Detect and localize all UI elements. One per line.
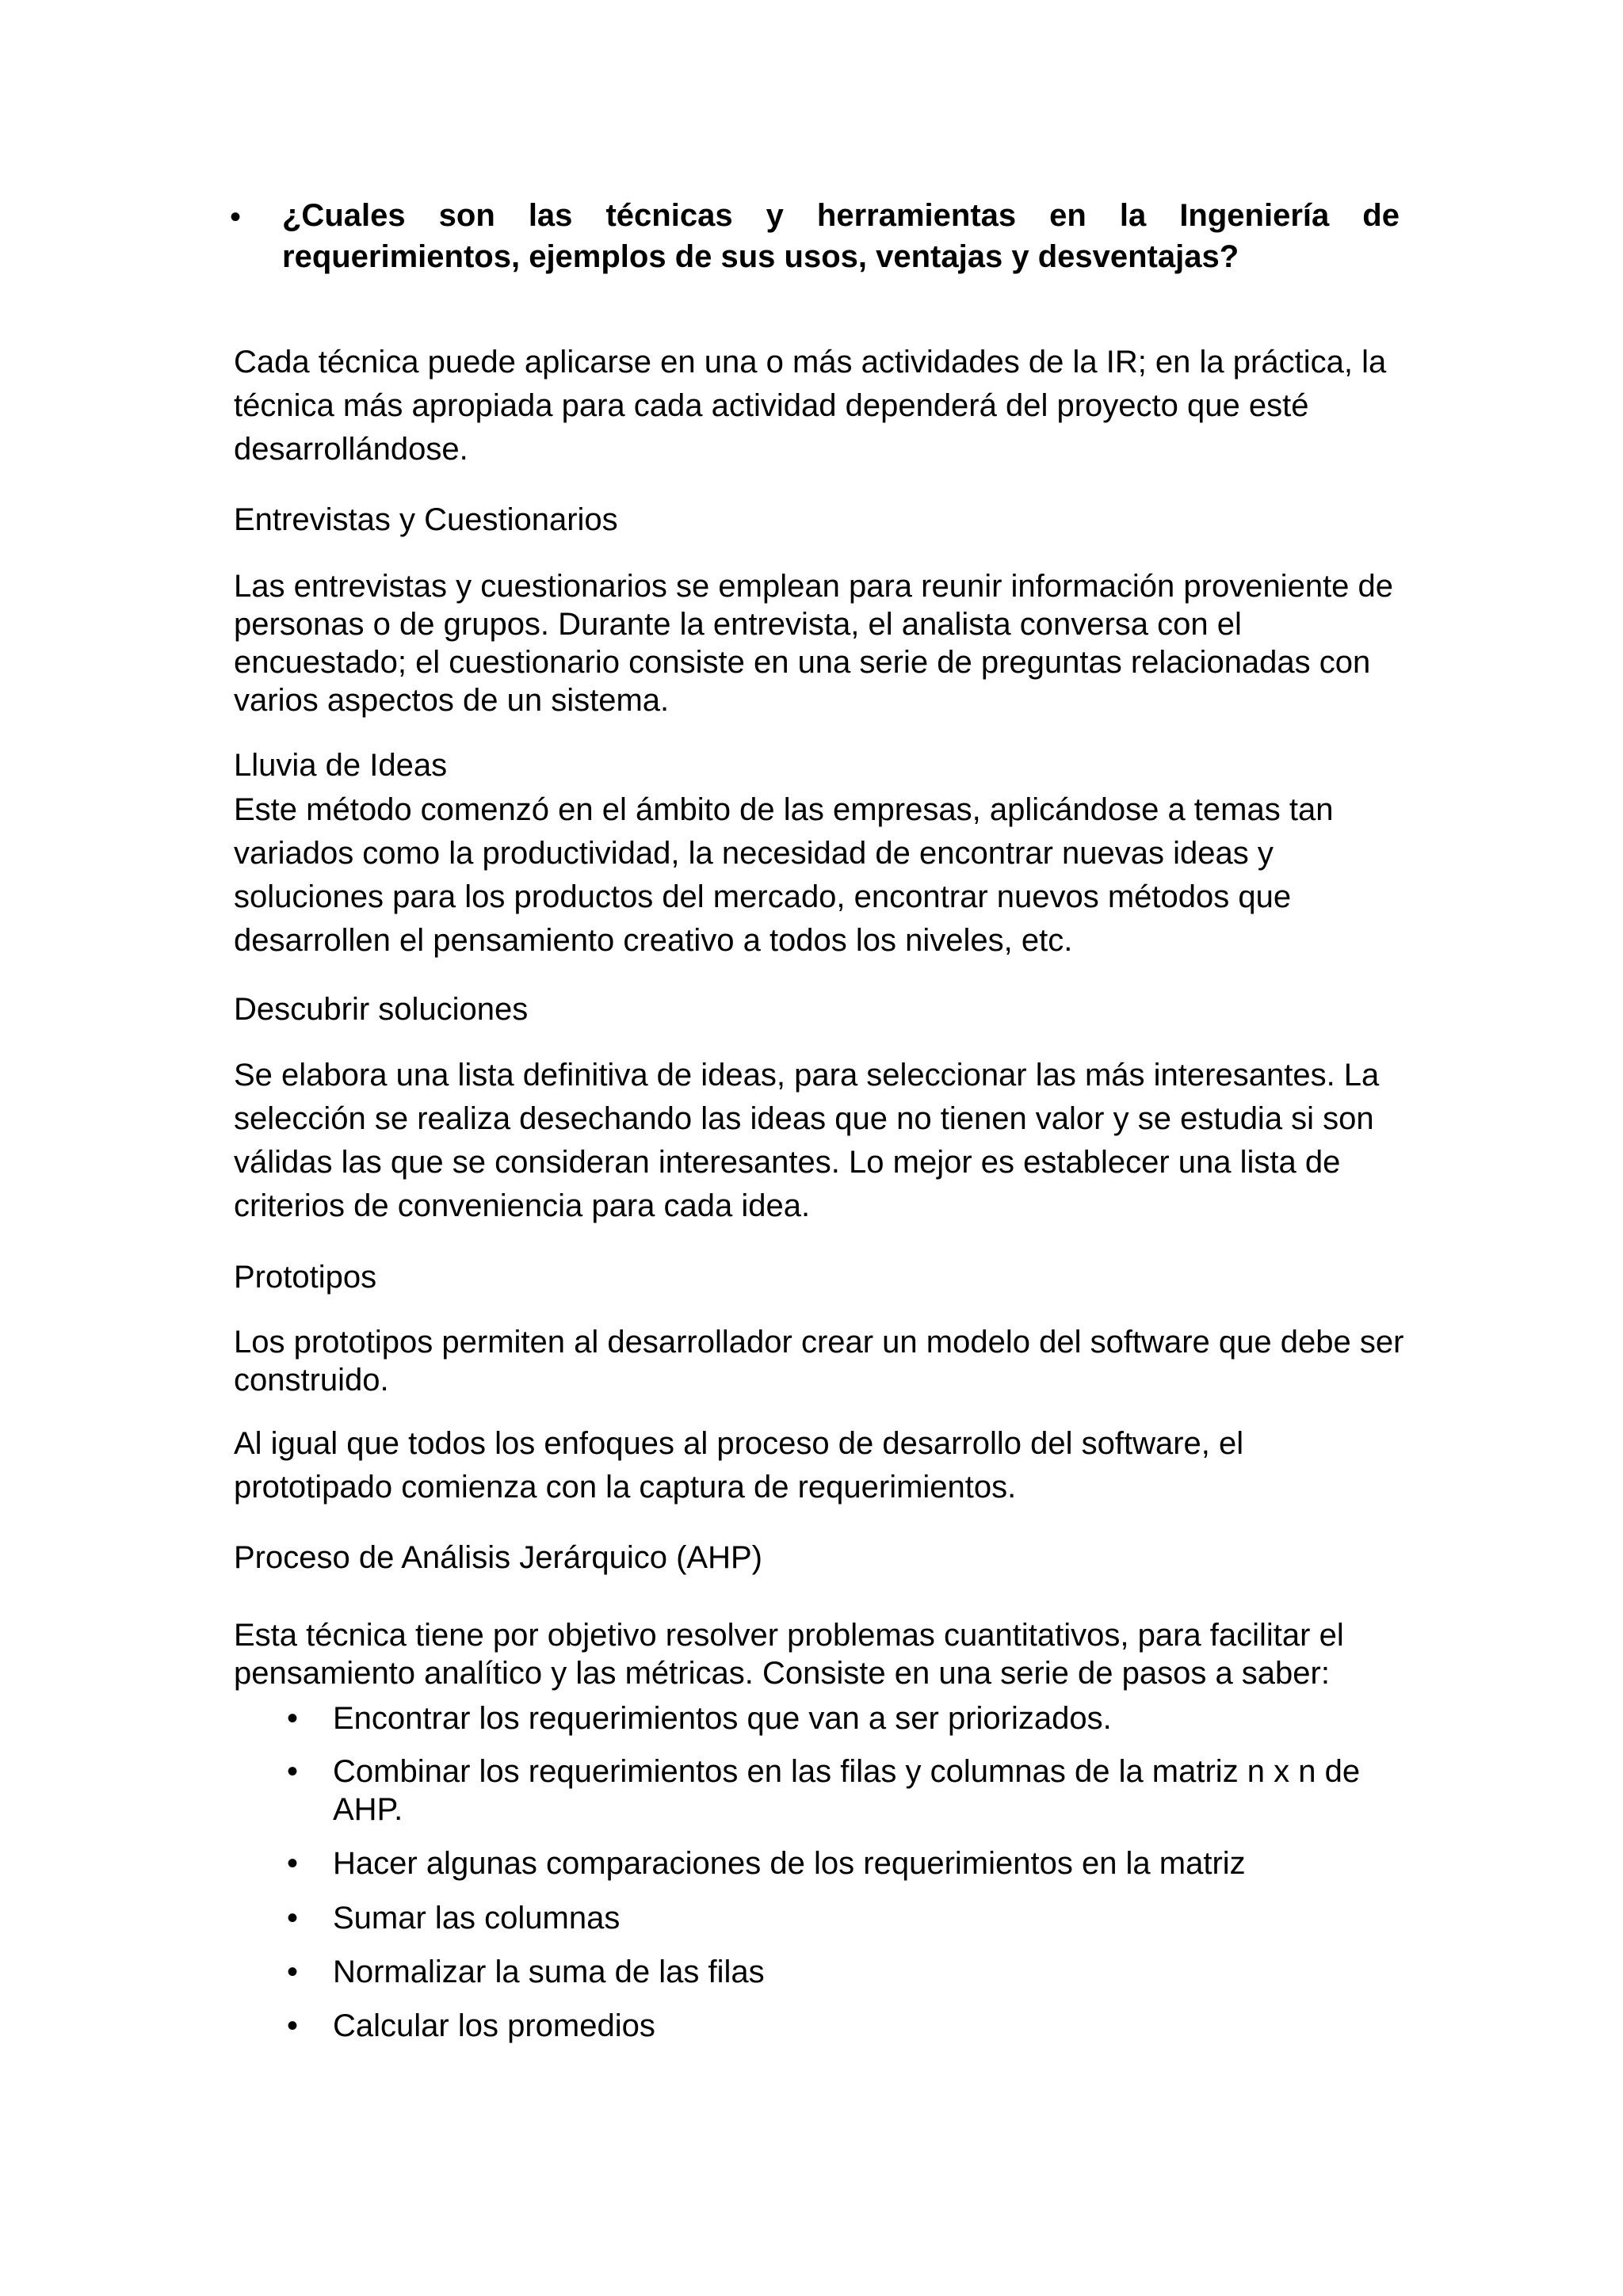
paragraph-ahp: Esta técnica tiene por objetivo resolver problemas cuantitativos, para facilitar el pensamiento analítico y las métricas. Consiste en una serie de pasos a saber:: [234, 1618, 1344, 1691]
question-bullet: •: [230, 200, 242, 235]
list-bullet: •: [287, 1754, 299, 1789]
paragraph-entrevistas: Las entrevistas y cuestionarios se emplean para reunir información proveniente de personas o de grupos. Durante la entrevista, el analista conversa con el encuestado; el cuestionario consiste en una serie de preguntas relacionadas con varios aspectos de un sistema.: [234, 569, 1394, 718]
list-bullet: •: [287, 1955, 299, 1989]
section-heading-entrevistas: Entrevistas y Cuestionarios: [234, 502, 618, 537]
section-heading-descubrir-soluciones: Descubrir soluciones: [234, 992, 529, 1027]
list-bullet: •: [287, 2008, 299, 2043]
section-heading-ahp: Proceso de Análisis Jerárquico (AHP): [234, 1540, 762, 1575]
section-heading-lluvia-de-ideas: Lluvia de Ideas: [234, 748, 448, 783]
question-heading: ¿Cuales son las técnicas y herramientas en la Ingeniería de requerimientos, ejemplos de sus usos, ventajas y desventajas?: [282, 198, 1400, 274]
paragraph-prototipos-2: Al igual que todos los enfoques al proceso de desarrollo del software, el prototipado comienza con la captura de requerimientos.: [234, 1426, 1244, 1505]
intro-paragraph: Cada técnica puede aplicarse en una o más actividades de la IR; en la práctica, la técnica más apropiada para cada actividad dependerá del proyecto que esté desarrollándose.: [234, 345, 1387, 467]
list-item-text: Combinar los requerimientos en las filas y columnas de la matriz n x n de AHP.: [333, 1754, 1361, 1827]
list-item-text: Hacer algunas comparaciones de los requerimientos en la matriz: [333, 1846, 1246, 1881]
list-item-text: Normalizar la suma de las filas: [333, 1955, 765, 1989]
paragraph-prototipos-1: Los prototipos permiten al desarrollador crear un modelo del software que debe ser construido.: [234, 1325, 1404, 1398]
list-bullet: •: [287, 1701, 299, 1736]
paragraph-lluvia-de-ideas: Este método comenzó en el ámbito de las empresas, aplicándose a temas tan variados como la productividad, la necesidad de encontrar nuevas ideas y soluciones para los productos del mercado, encontrar nuevos métodos que desarrollen el pensamiento creativo a todos los niveles, etc.: [234, 792, 1334, 958]
list-bullet: •: [287, 1846, 299, 1881]
paragraph-descubrir-soluciones: Se elabora una lista definitiva de ideas, para seleccionar las más interesantes. La selección se realiza desechando las ideas que no tienen valor y se estudia si son válidas las que se consideran interesantes. Lo mejor es establecer una lista de criterios de conveniencia para cada idea.: [234, 1058, 1380, 1223]
list-item-text: Encontrar los requerimientos que van a ser priorizados.: [333, 1701, 1112, 1736]
list-item-text: Calcular los promedios: [333, 2008, 655, 2043]
section-heading-prototipos: Prototipos: [234, 1260, 377, 1295]
list-item-text: Sumar las columnas: [333, 1901, 621, 1936]
list-bullet: •: [287, 1901, 299, 1936]
